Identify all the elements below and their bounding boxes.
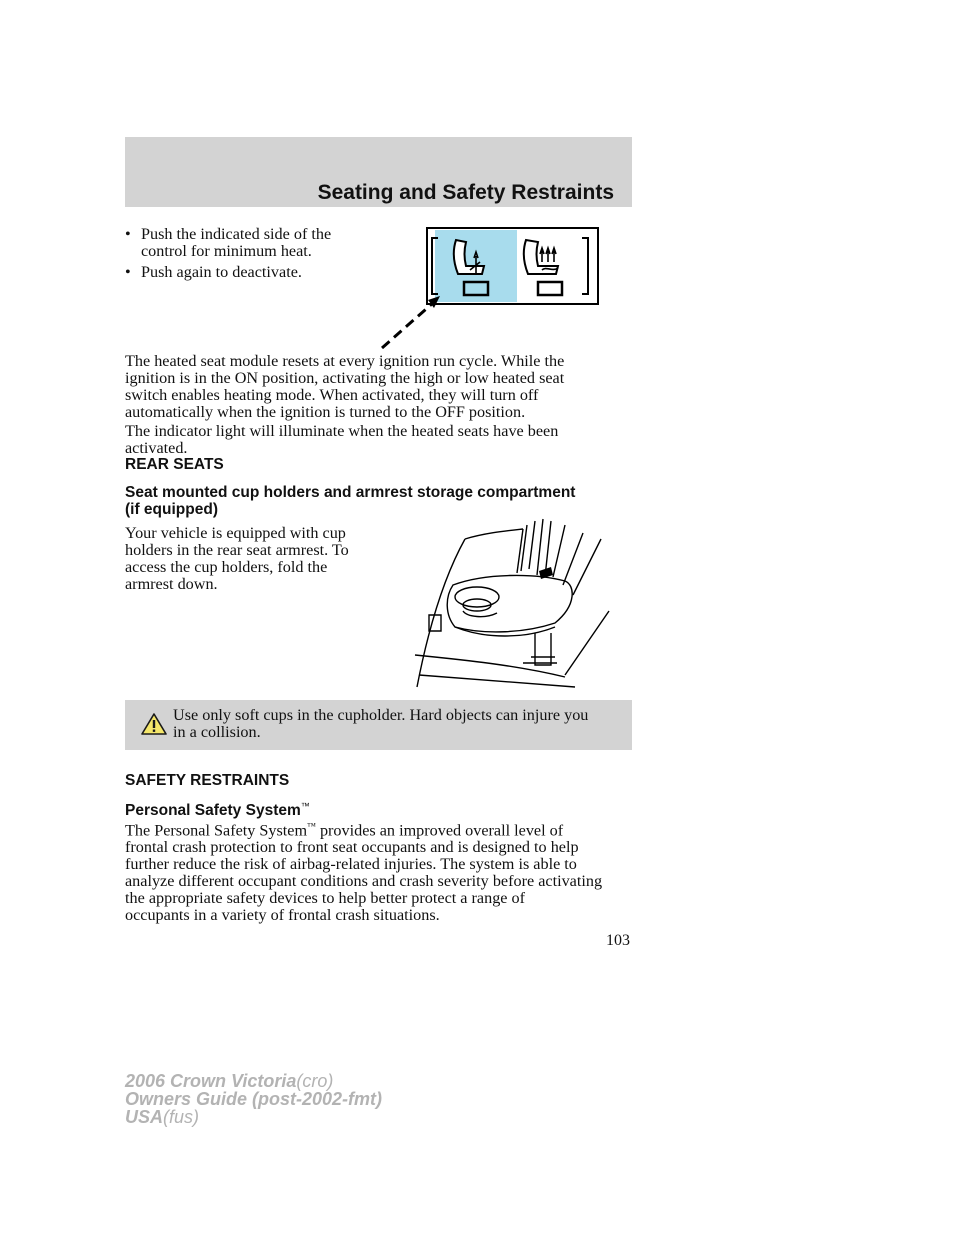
warning-line: in a collision. bbox=[173, 723, 261, 741]
personal-safety-paragraph bbox=[125, 818, 602, 924]
heated-seat-paragraph bbox=[125, 353, 564, 421]
subheading-line: Seat mounted cup holders and armrest storage compartment bbox=[125, 484, 576, 501]
paragraph-line: armrest down. bbox=[125, 575, 218, 593]
paragraph-fragment: The Personal Safety System bbox=[125, 821, 308, 840]
footer-code: (cro) bbox=[296, 1071, 334, 1091]
section-title: Seating and Safety Restraints bbox=[317, 181, 614, 204]
paragraph-line: the appropriate safety devices to help better protect a range of bbox=[125, 889, 526, 908]
paragraph-line: occupants in a variety of frontal crash situations. bbox=[125, 906, 440, 925]
paragraph-line: activated. bbox=[125, 439, 188, 457]
paragraph-line: frontal crash protection to front seat occupants and is designed to help bbox=[125, 838, 579, 857]
paragraph-line: switch enables heating mode. When activated, they will turn off bbox=[125, 386, 539, 404]
paragraph-line: The indicator light will illuminate when the heated seats have been bbox=[125, 422, 559, 440]
bullet-line: control for minimum heat. bbox=[141, 242, 312, 260]
cupholder-subheading bbox=[125, 484, 575, 518]
warning-text bbox=[173, 707, 588, 741]
footer-market: USA bbox=[125, 1107, 164, 1127]
document-footer bbox=[125, 1072, 382, 1126]
bullet-symbol: • bbox=[125, 263, 131, 281]
trademark-symbol: ™ bbox=[307, 821, 316, 831]
cupholder-paragraph bbox=[125, 525, 349, 593]
footer-market-code: (fus) bbox=[163, 1107, 200, 1127]
footer-guide: Owners Guide (post-2002-fmt) bbox=[125, 1089, 383, 1109]
paragraph-line: further reduce the risk of airbag-related injuries. The system is able to bbox=[125, 855, 577, 874]
paragraph-line: automatically when the ignition is turned to the OFF position. bbox=[125, 403, 526, 421]
warning-triangle-icon bbox=[141, 712, 167, 736]
paragraph-line: access the cup holders, fold the bbox=[125, 558, 328, 576]
heated-seat-control-icon bbox=[370, 222, 610, 352]
indicator-paragraph bbox=[125, 423, 558, 457]
paragraph-line: Your vehicle is equipped with cup bbox=[125, 524, 346, 542]
paragraph-line bbox=[125, 818, 602, 839]
warning-line: Use only soft cups in the cupholder. Hard objects can injure you bbox=[173, 706, 589, 724]
bullet-line: Push the indicated side of the bbox=[141, 225, 332, 243]
bullet-symbol: • bbox=[125, 225, 131, 243]
paragraph-line: analyze different occupant conditions and crash severity before activating bbox=[125, 872, 603, 891]
footer-model: 2006 Crown Victoria bbox=[125, 1071, 297, 1091]
warning-box bbox=[125, 700, 632, 750]
trademark-symbol: ™ bbox=[300, 801, 310, 811]
paragraph-line: The heated seat module resets at every ignition run cycle. While the bbox=[125, 352, 565, 370]
paragraph-line: ignition is in the ON position, activating the high or low heated seat bbox=[125, 369, 565, 387]
paragraph-fragment: provides an improved overall level of bbox=[319, 821, 564, 840]
personal-safety-subheading bbox=[125, 798, 310, 819]
page-number: 103 bbox=[606, 932, 630, 949]
header-band bbox=[125, 137, 632, 207]
rear-armrest-cupholder-icon bbox=[405, 515, 615, 690]
safety-restraints-heading: SAFETY RESTRAINTS bbox=[125, 772, 290, 789]
subheading-line: (if equipped) bbox=[125, 501, 218, 518]
subheading-text: Personal Safety System bbox=[125, 802, 301, 820]
bullet-line: Push again to deactivate. bbox=[141, 263, 302, 281]
rear-seats-heading: REAR SEATS bbox=[125, 456, 224, 473]
paragraph-line: holders in the rear seat armrest. To bbox=[125, 541, 349, 559]
